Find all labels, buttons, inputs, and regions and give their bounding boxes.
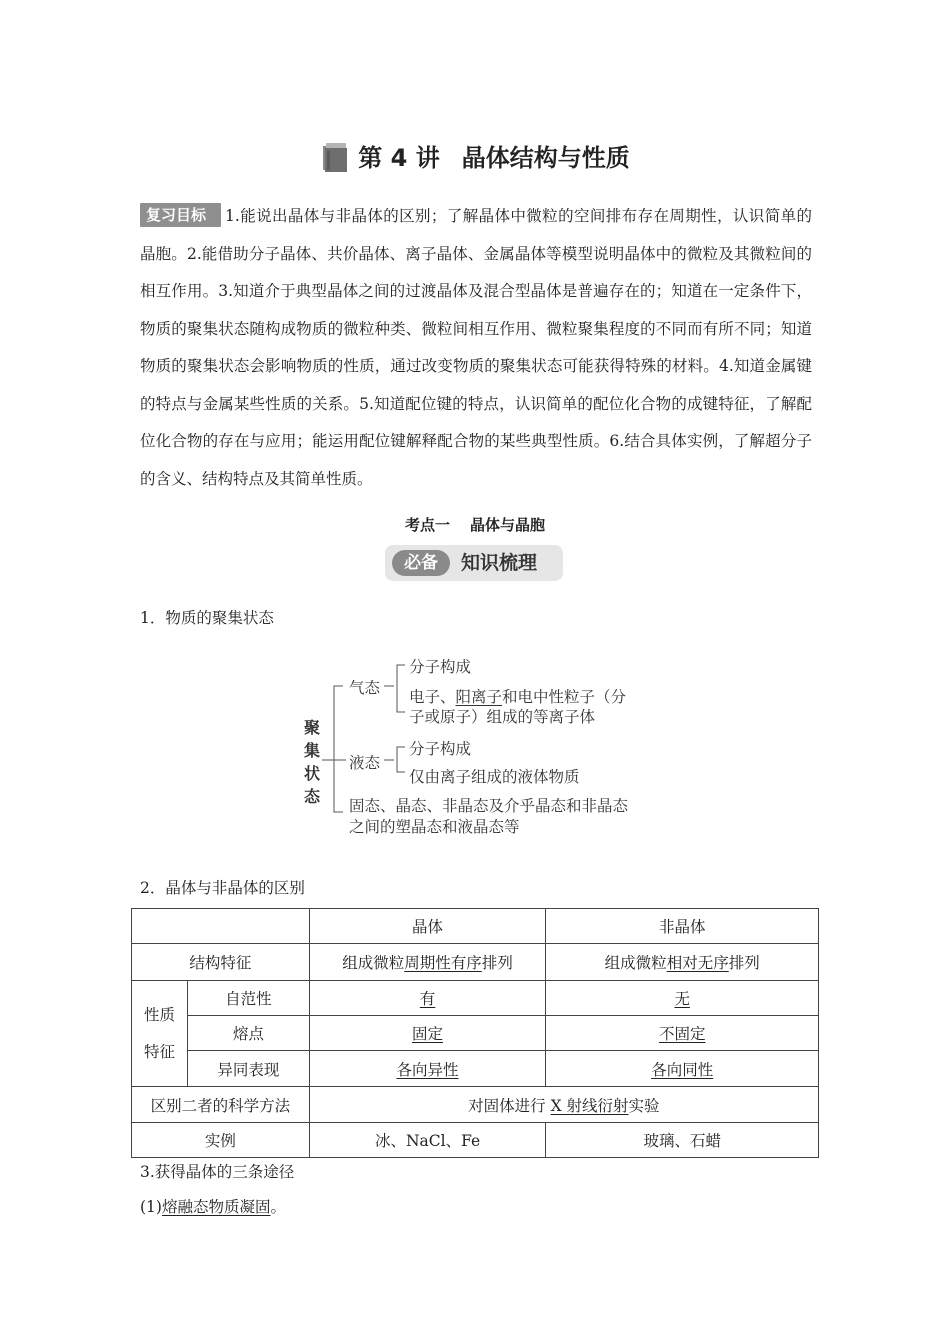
- topic-label: 考点一: [404, 516, 450, 534]
- gas-item: [409, 685, 626, 707]
- answer-blank: 阳离子: [455, 688, 503, 706]
- answer-blank: 有: [419, 990, 436, 1008]
- table-cell: 冰、NaCl、Fe: [309, 1123, 546, 1158]
- answer-blank: 熔融态物质凝固: [161, 1198, 271, 1216]
- row-label: 异同表现: [187, 1051, 309, 1087]
- table-cell: [309, 944, 546, 981]
- goal-item: 3.知道介于典型晶体之间的过渡晶体及混合型晶体是普遍存在的；知道在一定条件下，物质的聚集状态随构成物质的微粒种类、微粒间相互作用、微粒聚集程度的不同而有所不同；知道物质的聚集状态会影响物质的性质，通过改变物质的聚集状态可能获得特殊的材料。: [140, 282, 812, 375]
- answer-blank: 各向同性: [651, 1060, 714, 1079]
- topic-name: 晶体与晶胞: [470, 516, 546, 534]
- text-fragment: 实验: [628, 1096, 660, 1115]
- table-cell: [546, 944, 819, 981]
- other-states: 固态、晶态、非晶态及介乎晶态和非晶态: [349, 797, 629, 815]
- method-item: [140, 1195, 286, 1217]
- table-cell: [546, 1051, 819, 1087]
- table-row: [132, 1051, 819, 1087]
- goal-item: 5.知道配位键的特点，认识简单的配位化合物的成键特征，了解配位化合物的存在与应用；能运用配位键解释配合物的某些典型性质。: [140, 394, 812, 450]
- comparison-table: [131, 908, 819, 1158]
- text-fragment: (1): [140, 1198, 162, 1216]
- table-cell: [309, 981, 546, 1016]
- table-header: 非晶体: [546, 909, 819, 944]
- table-row: [132, 981, 819, 1016]
- section-heading: 1．物质的聚集状态: [140, 609, 274, 627]
- text-fragment: 对固体进行: [468, 1096, 551, 1115]
- table-row: [132, 1016, 819, 1051]
- text-fragment: 。: [270, 1198, 286, 1216]
- goal-item: 4.知道金属键的特点与金属某些性质的关系。: [140, 357, 812, 413]
- root-char: 态: [303, 787, 320, 806]
- table-cell: [309, 1016, 546, 1051]
- text-fragment: 排列: [728, 954, 760, 972]
- banner-text: 知识梳理: [461, 552, 538, 574]
- answer-blank: 不固定: [658, 1025, 706, 1043]
- goal-item: 6.结合具体实例，了解超分子的含义、结构特点及其简单性质。: [140, 432, 812, 488]
- answer-blank: 固定: [412, 1025, 444, 1043]
- liquid-item: 仅由离子组成的液体物质: [409, 768, 580, 786]
- table-row: [132, 1087, 819, 1123]
- gas-item: 分子构成: [409, 658, 472, 676]
- diagram-root: [303, 716, 321, 808]
- table-cell: [309, 1051, 546, 1087]
- table-cell: [132, 909, 310, 944]
- row-group-label: [132, 981, 188, 1087]
- row-label: 实例: [132, 1123, 310, 1158]
- table-row: [132, 944, 819, 981]
- answer-blank: 相对无序: [666, 954, 729, 972]
- text-fragment: 组成微粒: [604, 954, 667, 972]
- other-states-continued: 之间的塑晶态和液晶态等: [349, 818, 520, 836]
- answer-blank: 各向异性: [396, 1060, 459, 1079]
- table-cell: 玻璃、石蜡: [546, 1123, 819, 1158]
- goal-item: 2.能借助分子晶体、共价晶体、离子晶体、金属晶体等模型说明晶体中的微粒及其微粒间的相互作用。: [140, 244, 812, 300]
- row-label: 结构特征: [132, 944, 310, 981]
- table-row: [132, 909, 819, 944]
- answer-blank: X 射线衍射: [550, 1096, 629, 1115]
- table-cell: [546, 1016, 819, 1051]
- row-label: 区别二者的科学方法: [132, 1087, 310, 1123]
- root-char: 聚: [303, 718, 320, 737]
- lecture-number: 第 4 讲: [358, 144, 440, 172]
- row-label: 熔点: [187, 1016, 309, 1051]
- answer-blank: 周期性有序: [404, 954, 482, 972]
- gas-label: 气态: [349, 679, 381, 697]
- answer-blank: 无: [674, 990, 690, 1008]
- liquid-item: 分子构成: [409, 740, 472, 758]
- lecture-topic: 晶体结构与性质: [461, 144, 630, 172]
- label-line: 特征: [143, 1042, 175, 1061]
- liquid-label: 液态: [349, 754, 381, 772]
- section-heading: 3.获得晶体的三条途径: [140, 1163, 295, 1181]
- text-fragment: 排列: [481, 954, 513, 972]
- table-cell: [546, 981, 819, 1016]
- text-fragment: 和电中性粒子（分: [502, 688, 627, 706]
- row-label: 自范性: [187, 981, 309, 1016]
- goal-item: 1.能说出晶体与非晶体的区别；了解晶体中微粒的空间排布存在周期性，认识简单的晶胞。: [140, 207, 812, 263]
- table-cell: [309, 1087, 818, 1123]
- gas-item-continued: 子或原子）组成的等离子体: [409, 708, 596, 726]
- text-fragment: 电子、: [409, 688, 456, 706]
- text-fragment: 组成微粒: [342, 954, 405, 972]
- root-char: 状: [303, 764, 320, 783]
- goals-tag: 复习目标: [140, 203, 221, 227]
- section-heading: 2．晶体与非晶体的区别: [140, 879, 305, 897]
- banner-tag: 必备: [392, 550, 450, 576]
- table-row: [132, 1123, 819, 1158]
- label-line: 性质: [143, 1005, 175, 1024]
- table-header: 晶体: [309, 909, 546, 944]
- root-char: 集: [303, 741, 320, 760]
